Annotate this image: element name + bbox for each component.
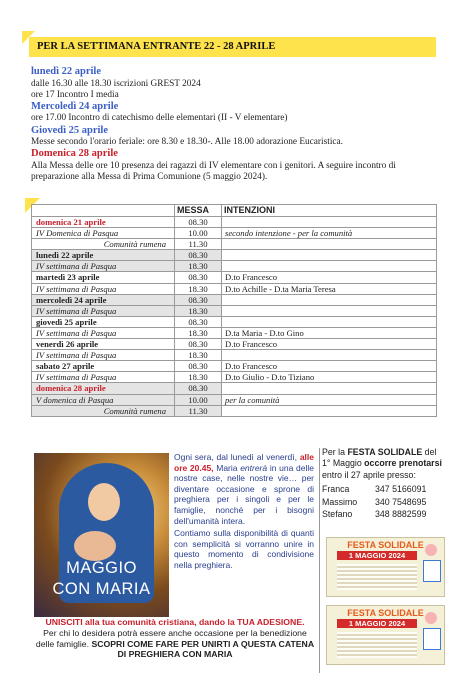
table-header-row — [32, 205, 437, 217]
caption-line-2: CON MARIA — [52, 580, 151, 598]
mass-intention — [222, 250, 437, 261]
table-row — [32, 339, 437, 350]
festa-poster-1 — [326, 537, 445, 597]
mass-intention: per la comunità — [222, 394, 437, 405]
mass-time: 08.30 — [175, 250, 222, 261]
day-subtitle: IV settimana di Pasqua — [32, 327, 175, 338]
day-name-label: mercoledì 24 aprile — [36, 294, 107, 305]
table-row — [32, 327, 437, 338]
poster-date: 1 MAGGIO 2024 — [337, 619, 417, 628]
mass-table — [31, 204, 437, 417]
table-row — [32, 283, 437, 294]
festa-info — [322, 447, 447, 521]
day-subtitle: IV settimana di Pasqua — [32, 283, 175, 294]
mass-intention: D.ta Maria - D.to Gino — [222, 327, 437, 338]
week-day-line: Messe secondo l'orario feriale: ore 8.30 e 18.30-. Alle 18.00 adorazione Eucaristica. — [31, 137, 343, 148]
join-body: Per chi lo desidera potrà essere anche occasione per la benedizione delle famiglie. SCOPRI COME FARE PER UNIRTI A QUESTA CATENA DI PREGHIERA CON MARIA — [35, 627, 315, 660]
mass-time: 11.30 — [175, 405, 222, 416]
join-text — [34, 617, 316, 660]
week-day-line: Alla Messa delle ore 10 presenza dei ragazzi di IV elementare con i genitori. A seguire incontro di preparazione alla Messa di Prima Comunione (5 maggio 2024). — [31, 160, 396, 183]
mass-intention — [222, 405, 437, 416]
contact-name: Stefano — [322, 509, 353, 520]
festa-divider — [319, 448, 320, 673]
mass-time: 08.30 — [175, 217, 222, 228]
mass-time: 18.30 — [175, 283, 222, 294]
mass-intention — [222, 305, 437, 316]
page-title: PER LA SETTIMANA ENTRANTE 22 - 28 APRILE — [29, 37, 436, 57]
day-name — [32, 316, 175, 327]
mass-intention: D.to Francesco — [222, 361, 437, 372]
day-name-label: martedì 23 aprile — [36, 272, 100, 283]
poster-title: FESTA SOLIDALE — [347, 540, 424, 550]
poster-badge-icon — [425, 612, 437, 624]
contact-name: Massimo — [322, 496, 358, 507]
prayer-paragraph-1: Ogni sera, dal lunedì al venerdì, alle ore 20.45, Maria entrerà in una delle nostre case, nelle nostre vie… per diventare occasione e sprone di preghiera per i singoli e per le famiglie, nonché per i bisogni dell'umanità intera. — [174, 452, 314, 526]
day-subtitle: IV settimana di Pasqua — [32, 350, 175, 361]
table-row — [32, 361, 437, 372]
table-row — [32, 305, 437, 316]
week-day-line: ore 17.00 Incontro di catechismo delle elementari (II - V elementare) — [31, 113, 288, 124]
week-day-title: Mercoledì 24 aprile — [31, 100, 119, 112]
mass-time: 08.30 — [175, 361, 222, 372]
week-day-title: Giovedì 25 aprile — [31, 124, 108, 136]
mass-intention: D.to Francesco — [222, 272, 437, 283]
poster-logo-icon — [423, 560, 441, 582]
contact-phone: 347 5166091 — [375, 484, 427, 495]
child-shape — [74, 531, 116, 561]
mass-time: 08.30 — [175, 339, 222, 350]
mass-intention — [222, 383, 437, 394]
poster-title: FESTA SOLIDALE — [347, 608, 424, 618]
mass-intention — [222, 261, 437, 272]
mass-intention: secondo intenzione - per la comunità — [222, 228, 437, 239]
contact-list — [322, 483, 447, 521]
poster-date: 1 MAGGIO 2024 — [337, 551, 417, 560]
table-row — [32, 350, 437, 361]
table-row — [32, 261, 437, 272]
table-row — [32, 294, 437, 305]
day-subtitle: Comunità rumena — [32, 239, 175, 250]
festa-text: Per la FESTA SOLIDALE del 1° Maggio occorre prenotarsi entro il 27 aprile presso: — [322, 447, 442, 480]
day-name — [32, 294, 175, 305]
day-subtitle: IV settimana di Pasqua — [32, 372, 175, 383]
contact-phone: 340 7548695 — [375, 496, 427, 507]
contact-row — [322, 496, 447, 509]
mass-intention: D.to Achille - D.ta Maria Teresa — [222, 283, 437, 294]
image-caption — [34, 558, 169, 600]
table-row — [32, 272, 437, 283]
mass-time: 18.30 — [175, 305, 222, 316]
table-row — [32, 405, 437, 416]
day-name — [32, 383, 175, 394]
mass-time: 18.30 — [175, 327, 222, 338]
day-name — [32, 217, 175, 228]
contact-row — [322, 483, 447, 496]
week-day-line: dalle 16.30 alle 18.30 iscrizioni GREST 2024 — [31, 78, 201, 89]
day-name — [32, 361, 175, 372]
table-row — [32, 372, 437, 383]
maria-image — [34, 453, 169, 617]
poster-logo-icon — [423, 628, 441, 650]
mass-time: 18.30 — [175, 350, 222, 361]
day-subtitle: IV settimana di Pasqua — [32, 305, 175, 316]
week-day-title: lunedì 22 aprile — [31, 66, 102, 77]
day-name-label: domenica 21 aprile — [36, 217, 106, 227]
mass-intention — [222, 294, 437, 305]
festa-poster-2 — [326, 605, 445, 665]
week-day-line: ore 17 Incontro I media — [31, 89, 119, 100]
join-headline: UNISCITI alla tua comunità cristiana, dando la TUA ADESIONE. — [45, 617, 305, 627]
mass-intention: D.to Francesco — [222, 339, 437, 350]
day-name-label: domenica 28 aprile — [36, 383, 106, 394]
header-intenzioni: INTENZIONI — [222, 205, 437, 217]
contact-row — [322, 508, 447, 521]
day-name-label: giovedì 25 aprile — [36, 316, 97, 327]
week-schedule — [31, 66, 436, 183]
day-subtitle: Comunità rumena — [32, 405, 175, 416]
contact-phone: 348 8882599 — [375, 509, 427, 520]
poster-body — [337, 564, 417, 590]
contact-name: Franca — [322, 484, 350, 495]
caption-line-1: MAGGIO — [66, 559, 137, 577]
mass-intention — [222, 316, 437, 327]
poster-body — [337, 632, 417, 658]
table-row — [32, 250, 437, 261]
mass-time: 10.00 — [175, 228, 222, 239]
table-row — [32, 228, 437, 239]
day-subtitle: IV settimana di Pasqua — [32, 261, 175, 272]
mass-time: 11.30 — [175, 239, 222, 250]
table-row — [32, 316, 437, 327]
table-row — [32, 383, 437, 394]
prayer-paragraph-2: Contiamo sulla disponibilità di quanti con semplicità si vorranno unire in questo momento di condivisione nella preghiera. — [174, 528, 314, 570]
mass-time: 08.30 — [175, 272, 222, 283]
mass-time: 08.30 — [175, 294, 222, 305]
day-name-label: venerdì 26 aprile — [36, 339, 99, 350]
table-row — [32, 217, 437, 228]
mass-intention — [222, 350, 437, 361]
mass-intention — [222, 239, 437, 250]
day-name — [32, 272, 175, 283]
day-name-label: sabato 27 aprile — [36, 361, 95, 372]
header-messa: MESSA — [175, 205, 222, 217]
header-day — [32, 205, 175, 217]
day-name-label: lunedì 22 aprile — [36, 250, 94, 261]
mass-time: 10.00 — [175, 394, 222, 405]
mass-time: 08.30 — [175, 383, 222, 394]
table-row — [32, 394, 437, 405]
mass-time: 18.30 — [175, 261, 222, 272]
face-shape — [88, 483, 120, 521]
day-name — [32, 250, 175, 261]
day-subtitle: V domenica di Pasqua — [32, 394, 175, 405]
poster-badge-icon — [425, 544, 437, 556]
mass-time: 18.30 — [175, 372, 222, 383]
table-row — [32, 239, 437, 250]
prayer-text — [174, 452, 314, 571]
mass-intention: D.to Giulio - D.to Tiziano — [222, 372, 437, 383]
day-subtitle: IV Domenica di Pasqua — [32, 228, 175, 239]
mass-time: 08.30 — [175, 316, 222, 327]
mass-intention — [222, 217, 437, 228]
day-name — [32, 339, 175, 350]
week-day-title: Domenica 28 aprile — [31, 148, 118, 160]
